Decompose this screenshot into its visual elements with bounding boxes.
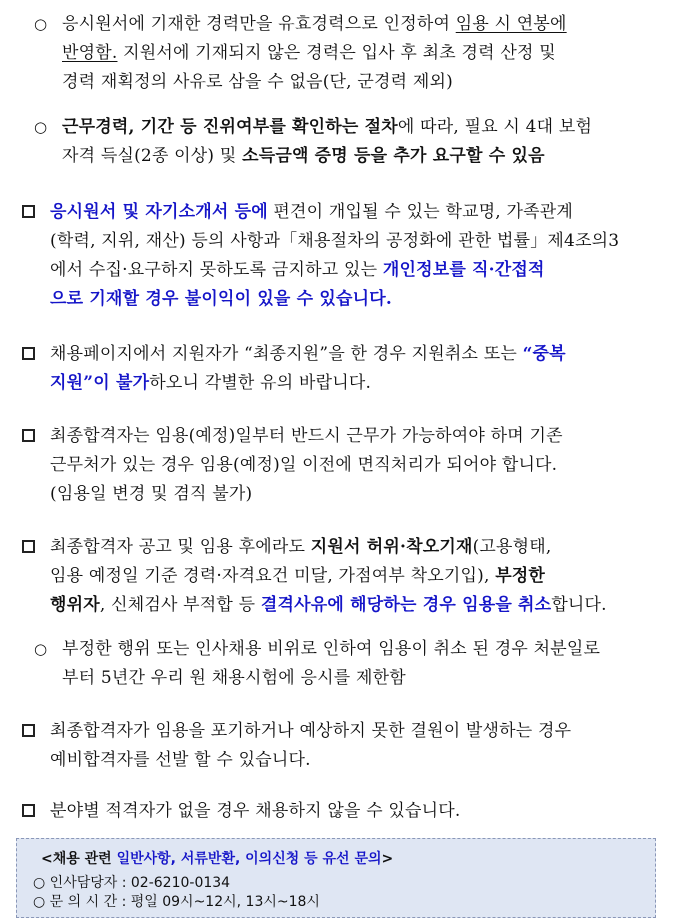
item-text-highlight: 개인정보를 직·간접적 bbox=[382, 260, 545, 280]
circle-bullet-icon: ○ bbox=[34, 118, 48, 136]
contact-phone: ○ 인사담당자 : 02-6210-0134 bbox=[33, 875, 231, 891]
notice-item-start-date bbox=[0, 422, 676, 509]
item-text-bold: 소득금액 증명 등을 추가 요구할 수 있음 bbox=[242, 146, 545, 166]
contact-hours: ○ 문 의 시 간 : 평일 09시~12시, 13시~18시 bbox=[33, 894, 320, 910]
item-text-highlight: 결격사유에 해당하는 경우 임용을 취소 bbox=[260, 595, 552, 615]
checkbox-square-icon bbox=[22, 540, 35, 553]
notice-item-duplicate-application bbox=[0, 340, 676, 398]
contact-title-prefix: <채용 관련 bbox=[41, 851, 117, 867]
item-text-bold: 지원서 허위·착오기재 bbox=[310, 537, 473, 557]
notice-item-cancellation bbox=[0, 533, 676, 620]
notice-item-restriction bbox=[0, 635, 676, 693]
contact-info-box bbox=[16, 838, 656, 918]
item-text: 하오니 각별한 유의 바랍니다. bbox=[149, 373, 372, 393]
item-text-underlined: 반영함. bbox=[62, 43, 118, 63]
item-text: 예비합격자를 선발 할 수 있습니다. bbox=[50, 750, 311, 770]
item-text: (고용형태, bbox=[472, 537, 552, 557]
notice-item-no-hire bbox=[0, 797, 676, 826]
item-text: 자격 득실(2종 이상) 및 bbox=[62, 146, 243, 166]
item-text: 부정한 행위 또는 인사채용 비위로 인하여 임용이 취소 된 경우 처분일로 bbox=[62, 639, 601, 659]
circle-bullet-icon: ○ bbox=[34, 640, 48, 658]
item-text: 에 따라, 필요 시 4대 보험 bbox=[397, 117, 593, 137]
notice-item-career-recognition bbox=[0, 10, 676, 97]
item-text-highlight: 지원”이 불가 bbox=[50, 373, 150, 393]
item-text: 경력 재획정의 사유로 삼을 수 없음(단, 군경력 제외) bbox=[62, 72, 453, 92]
notice-item-reserve-candidates bbox=[0, 717, 676, 775]
item-text-underlined: 임용 시 연봉에 bbox=[455, 14, 567, 34]
item-text: 응시원서에 기재한 경력만을 유효경력으로 인정하여 bbox=[62, 14, 456, 34]
item-text: 분야별 적격자가 없을 경우 채용하지 않을 수 있습니다. bbox=[50, 801, 461, 821]
item-text: 최종합격자는 임용(예정)일부터 반드시 근무가 가능하여야 하며 기존 bbox=[50, 426, 563, 446]
contact-title-highlight: 일반사항, 서류반환, 이의신청 등 유선 문의 bbox=[116, 851, 382, 867]
item-text: 근무처가 있는 경우 임용(예정)일 이전에 면직처리가 되어야 합니다. bbox=[50, 455, 558, 475]
item-text: 부터 5년간 우리 원 채용시험에 응시를 제한함 bbox=[62, 668, 406, 688]
item-text: 임용 예정일 기준 경력·자격요건 미달, 가점여부 착오기입), bbox=[50, 566, 496, 586]
item-text: (학력, 지위, 재산) 등의 사항과「채용절차의 공정화에 관한 법률」제4조의3 bbox=[50, 231, 620, 251]
contact-title bbox=[41, 848, 393, 868]
checkbox-square-icon bbox=[22, 429, 35, 442]
circle-bullet-icon: ○ bbox=[34, 15, 48, 33]
item-text-highlight: 응시원서 및 자기소개서 등에 bbox=[50, 202, 268, 222]
checkbox-square-icon bbox=[22, 205, 35, 218]
item-text: 지원서에 기재되지 않은 경력은 입사 후 최초 경력 산정 및 bbox=[117, 43, 556, 63]
notice-item-personal-info bbox=[0, 198, 676, 314]
checkbox-square-icon bbox=[22, 347, 35, 360]
item-text: 최종합격자 공고 및 임용 후에라도 bbox=[50, 537, 311, 557]
item-text: 편견이 개입될 수 있는 학교명, 가족관계 bbox=[267, 202, 574, 222]
checkbox-square-icon bbox=[22, 804, 35, 817]
item-text: , 신체검사 부적합 등 bbox=[99, 595, 261, 615]
item-text: (임용일 변경 및 겸직 불가) bbox=[50, 484, 253, 504]
item-text: 합니다. bbox=[551, 595, 607, 615]
item-text-highlight: 으로 기재할 경우 불이익이 있을 수 있습니다. bbox=[50, 289, 393, 309]
checkbox-square-icon bbox=[22, 724, 35, 737]
item-text-bold: 근무경력, 기간 등 진위여부를 확인하는 절차 bbox=[62, 117, 398, 137]
item-text-highlight: “중복 bbox=[522, 344, 566, 364]
contact-title-suffix: > bbox=[381, 851, 394, 867]
item-text-bold: 행위자 bbox=[50, 595, 100, 615]
item-text-bold: 부정한 bbox=[495, 566, 546, 586]
item-text: 최종합격자가 임용을 포기하거나 예상하지 못한 결원이 발생하는 경우 bbox=[50, 721, 572, 741]
notice-item-verification bbox=[0, 113, 676, 171]
item-text: 채용페이지에서 지원자가 “최종지원”을 한 경우 지원취소 또는 bbox=[50, 344, 523, 364]
item-text: 에서 수집·요구하지 못하도록 금지하고 있는 bbox=[50, 260, 383, 280]
